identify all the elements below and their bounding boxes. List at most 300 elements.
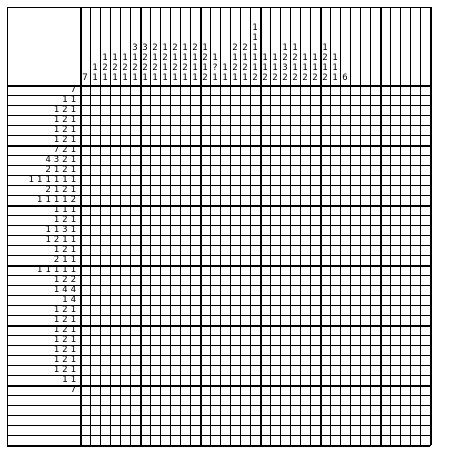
puzzle-cell[interactable] bbox=[391, 326, 400, 335]
puzzle-cell[interactable] bbox=[221, 436, 230, 445]
puzzle-cell[interactable] bbox=[341, 236, 350, 245]
puzzle-cell[interactable] bbox=[251, 286, 260, 295]
puzzle-cell[interactable] bbox=[241, 156, 250, 165]
puzzle-cell[interactable] bbox=[81, 406, 90, 415]
puzzle-cell[interactable] bbox=[421, 396, 430, 405]
puzzle-cell[interactable] bbox=[151, 146, 160, 155]
puzzle-cell[interactable] bbox=[171, 436, 180, 445]
puzzle-cell[interactable] bbox=[421, 306, 430, 315]
puzzle-cell[interactable] bbox=[301, 116, 310, 125]
puzzle-cell[interactable] bbox=[211, 96, 220, 105]
puzzle-cell[interactable] bbox=[131, 96, 140, 105]
puzzle-cell[interactable] bbox=[251, 256, 260, 265]
puzzle-cell[interactable] bbox=[221, 356, 230, 365]
puzzle-cell[interactable] bbox=[411, 86, 420, 95]
puzzle-cell[interactable] bbox=[281, 356, 290, 365]
puzzle-cell[interactable] bbox=[231, 396, 240, 405]
puzzle-cell[interactable] bbox=[81, 426, 90, 435]
puzzle-cell[interactable] bbox=[391, 236, 400, 245]
puzzle-cell[interactable] bbox=[241, 336, 250, 345]
puzzle-cell[interactable] bbox=[151, 156, 160, 165]
puzzle-cell[interactable] bbox=[221, 406, 230, 415]
puzzle-cell[interactable] bbox=[331, 286, 340, 295]
puzzle-cell[interactable] bbox=[121, 396, 130, 405]
puzzle-cell[interactable] bbox=[101, 356, 110, 365]
puzzle-cell[interactable] bbox=[371, 256, 380, 265]
puzzle-cell[interactable] bbox=[321, 156, 330, 165]
puzzle-cell[interactable] bbox=[291, 96, 300, 105]
puzzle-cell[interactable] bbox=[371, 96, 380, 105]
puzzle-cell[interactable] bbox=[171, 416, 180, 425]
puzzle-cell[interactable] bbox=[171, 216, 180, 225]
puzzle-cell[interactable] bbox=[161, 266, 170, 275]
puzzle-cell[interactable] bbox=[291, 266, 300, 275]
puzzle-cell[interactable] bbox=[221, 176, 230, 185]
puzzle-cell[interactable] bbox=[401, 196, 410, 205]
puzzle-cell[interactable] bbox=[291, 166, 300, 175]
puzzle-cell[interactable] bbox=[171, 336, 180, 345]
puzzle-cell[interactable] bbox=[361, 156, 370, 165]
puzzle-cell[interactable] bbox=[151, 386, 160, 395]
puzzle-cell[interactable] bbox=[181, 196, 190, 205]
puzzle-cell[interactable] bbox=[141, 326, 150, 335]
puzzle-cell[interactable] bbox=[281, 406, 290, 415]
puzzle-cell[interactable] bbox=[161, 316, 170, 325]
puzzle-cell[interactable] bbox=[351, 306, 360, 315]
puzzle-cell[interactable] bbox=[401, 396, 410, 405]
puzzle-cell[interactable] bbox=[411, 406, 420, 415]
puzzle-cell[interactable] bbox=[81, 396, 90, 405]
puzzle-cell[interactable] bbox=[91, 436, 100, 445]
puzzle-cell[interactable] bbox=[141, 226, 150, 235]
puzzle-cell[interactable] bbox=[181, 316, 190, 325]
puzzle-cell[interactable] bbox=[131, 356, 140, 365]
puzzle-cell[interactable] bbox=[231, 136, 240, 145]
puzzle-cell[interactable] bbox=[301, 176, 310, 185]
puzzle-cell[interactable] bbox=[381, 306, 390, 315]
puzzle-cell[interactable] bbox=[421, 416, 430, 425]
puzzle-cell[interactable] bbox=[171, 376, 180, 385]
puzzle-cell[interactable] bbox=[261, 146, 270, 155]
puzzle-cell[interactable] bbox=[151, 116, 160, 125]
puzzle-cell[interactable] bbox=[151, 196, 160, 205]
puzzle-cell[interactable] bbox=[81, 176, 90, 185]
puzzle-cell[interactable] bbox=[151, 226, 160, 235]
puzzle-cell[interactable] bbox=[231, 166, 240, 175]
puzzle-cell[interactable] bbox=[161, 426, 170, 435]
puzzle-cell[interactable] bbox=[421, 426, 430, 435]
puzzle-cell[interactable] bbox=[211, 136, 220, 145]
puzzle-cell[interactable] bbox=[241, 346, 250, 355]
puzzle-cell[interactable] bbox=[161, 286, 170, 295]
puzzle-cell[interactable] bbox=[371, 286, 380, 295]
puzzle-cell[interactable] bbox=[371, 146, 380, 155]
puzzle-cell[interactable] bbox=[251, 166, 260, 175]
puzzle-cell[interactable] bbox=[261, 106, 270, 115]
puzzle-cell[interactable] bbox=[201, 156, 210, 165]
puzzle-cell[interactable] bbox=[101, 286, 110, 295]
puzzle-cell[interactable] bbox=[251, 146, 260, 155]
puzzle-cell[interactable] bbox=[161, 256, 170, 265]
puzzle-cell[interactable] bbox=[151, 136, 160, 145]
puzzle-cell[interactable] bbox=[161, 166, 170, 175]
puzzle-cell[interactable] bbox=[221, 136, 230, 145]
puzzle-cell[interactable] bbox=[131, 116, 140, 125]
puzzle-cell[interactable] bbox=[81, 356, 90, 365]
puzzle-cell[interactable] bbox=[291, 246, 300, 255]
puzzle-cell[interactable] bbox=[301, 426, 310, 435]
puzzle-cell[interactable] bbox=[321, 196, 330, 205]
puzzle-cell[interactable] bbox=[181, 236, 190, 245]
puzzle-cell[interactable] bbox=[411, 396, 420, 405]
puzzle-cell[interactable] bbox=[211, 356, 220, 365]
puzzle-cell[interactable] bbox=[301, 216, 310, 225]
puzzle-cell[interactable] bbox=[201, 326, 210, 335]
puzzle-cell[interactable] bbox=[291, 146, 300, 155]
puzzle-cell[interactable] bbox=[311, 366, 320, 375]
puzzle-cell[interactable] bbox=[291, 346, 300, 355]
puzzle-cell[interactable] bbox=[181, 266, 190, 275]
puzzle-cell[interactable] bbox=[111, 246, 120, 255]
puzzle-cell[interactable] bbox=[181, 216, 190, 225]
puzzle-cell[interactable] bbox=[311, 296, 320, 305]
puzzle-cell[interactable] bbox=[141, 206, 150, 215]
puzzle-cell[interactable] bbox=[221, 316, 230, 325]
puzzle-cell[interactable] bbox=[251, 226, 260, 235]
puzzle-cell[interactable] bbox=[241, 236, 250, 245]
puzzle-cell[interactable] bbox=[181, 146, 190, 155]
puzzle-cell[interactable] bbox=[81, 146, 90, 155]
puzzle-cell[interactable] bbox=[341, 436, 350, 445]
puzzle-cell[interactable] bbox=[201, 386, 210, 395]
puzzle-cell[interactable] bbox=[291, 206, 300, 215]
puzzle-cell[interactable] bbox=[371, 336, 380, 345]
puzzle-cell[interactable] bbox=[371, 296, 380, 305]
puzzle-cell[interactable] bbox=[421, 346, 430, 355]
puzzle-cell[interactable] bbox=[131, 316, 140, 325]
puzzle-cell[interactable] bbox=[361, 256, 370, 265]
puzzle-cell[interactable] bbox=[421, 276, 430, 285]
puzzle-cell[interactable] bbox=[181, 396, 190, 405]
puzzle-cell[interactable] bbox=[151, 186, 160, 195]
puzzle-cell[interactable] bbox=[121, 326, 130, 335]
puzzle-cell[interactable] bbox=[201, 186, 210, 195]
puzzle-cell[interactable] bbox=[281, 236, 290, 245]
puzzle-cell[interactable] bbox=[151, 306, 160, 315]
puzzle-cell[interactable] bbox=[391, 406, 400, 415]
puzzle-cell[interactable] bbox=[261, 216, 270, 225]
puzzle-cell[interactable] bbox=[81, 276, 90, 285]
puzzle-cell[interactable] bbox=[91, 186, 100, 195]
puzzle-cell[interactable] bbox=[121, 416, 130, 425]
puzzle-cell[interactable] bbox=[381, 416, 390, 425]
puzzle-cell[interactable] bbox=[191, 406, 200, 415]
puzzle-cell[interactable] bbox=[91, 416, 100, 425]
puzzle-cell[interactable] bbox=[251, 236, 260, 245]
puzzle-cell[interactable] bbox=[411, 96, 420, 105]
puzzle-cell[interactable] bbox=[171, 116, 180, 125]
puzzle-cell[interactable] bbox=[81, 286, 90, 295]
puzzle-cell[interactable] bbox=[241, 256, 250, 265]
puzzle-cell[interactable] bbox=[231, 236, 240, 245]
puzzle-cell[interactable] bbox=[161, 96, 170, 105]
puzzle-cell[interactable] bbox=[251, 196, 260, 205]
puzzle-cell[interactable] bbox=[261, 376, 270, 385]
puzzle-cell[interactable] bbox=[231, 286, 240, 295]
puzzle-cell[interactable] bbox=[401, 276, 410, 285]
puzzle-cell[interactable] bbox=[201, 136, 210, 145]
puzzle-cell[interactable] bbox=[411, 126, 420, 135]
puzzle-cell[interactable] bbox=[391, 186, 400, 195]
puzzle-cell[interactable] bbox=[351, 176, 360, 185]
puzzle-cell[interactable] bbox=[201, 236, 210, 245]
puzzle-cell[interactable] bbox=[161, 236, 170, 245]
puzzle-cell[interactable] bbox=[331, 416, 340, 425]
puzzle-cell[interactable] bbox=[181, 296, 190, 305]
puzzle-cell[interactable] bbox=[281, 376, 290, 385]
puzzle-cell[interactable] bbox=[211, 166, 220, 175]
puzzle-cell[interactable] bbox=[101, 236, 110, 245]
puzzle-cell[interactable] bbox=[211, 346, 220, 355]
puzzle-cell[interactable] bbox=[381, 106, 390, 115]
puzzle-cell[interactable] bbox=[211, 416, 220, 425]
puzzle-cell[interactable] bbox=[261, 326, 270, 335]
puzzle-cell[interactable] bbox=[251, 366, 260, 375]
puzzle-cell[interactable] bbox=[291, 406, 300, 415]
puzzle-cell[interactable] bbox=[291, 296, 300, 305]
puzzle-cell[interactable] bbox=[111, 296, 120, 305]
puzzle-cell[interactable] bbox=[101, 186, 110, 195]
puzzle-cell[interactable] bbox=[391, 316, 400, 325]
puzzle-cell[interactable] bbox=[271, 426, 280, 435]
puzzle-cell[interactable] bbox=[281, 426, 290, 435]
puzzle-cell[interactable] bbox=[401, 376, 410, 385]
puzzle-cell[interactable] bbox=[311, 406, 320, 415]
puzzle-cell[interactable] bbox=[191, 246, 200, 255]
puzzle-cell[interactable] bbox=[161, 216, 170, 225]
puzzle-cell[interactable] bbox=[111, 86, 120, 95]
puzzle-cell[interactable] bbox=[321, 396, 330, 405]
puzzle-cell[interactable] bbox=[371, 356, 380, 365]
puzzle-cell[interactable] bbox=[201, 316, 210, 325]
puzzle-cell[interactable] bbox=[131, 86, 140, 95]
puzzle-cell[interactable] bbox=[131, 396, 140, 405]
puzzle-cell[interactable] bbox=[261, 296, 270, 305]
puzzle-cell[interactable] bbox=[321, 276, 330, 285]
puzzle-cell[interactable] bbox=[101, 246, 110, 255]
puzzle-cell[interactable] bbox=[261, 86, 270, 95]
puzzle-cell[interactable] bbox=[391, 226, 400, 235]
puzzle-cell[interactable] bbox=[191, 186, 200, 195]
puzzle-cell[interactable] bbox=[311, 346, 320, 355]
puzzle-cell[interactable] bbox=[111, 106, 120, 115]
puzzle-cell[interactable] bbox=[401, 116, 410, 125]
puzzle-cell[interactable] bbox=[331, 336, 340, 345]
puzzle-cell[interactable] bbox=[341, 336, 350, 345]
puzzle-cell[interactable] bbox=[111, 346, 120, 355]
puzzle-cell[interactable] bbox=[221, 86, 230, 95]
puzzle-cell[interactable] bbox=[371, 116, 380, 125]
puzzle-cell[interactable] bbox=[101, 216, 110, 225]
puzzle-cell[interactable] bbox=[421, 386, 430, 395]
puzzle-cell[interactable] bbox=[371, 136, 380, 145]
puzzle-cell[interactable] bbox=[311, 246, 320, 255]
puzzle-cell[interactable] bbox=[411, 276, 420, 285]
puzzle-cell[interactable] bbox=[411, 386, 420, 395]
puzzle-cell[interactable] bbox=[381, 396, 390, 405]
puzzle-cell[interactable] bbox=[201, 286, 210, 295]
puzzle-cell[interactable] bbox=[341, 216, 350, 225]
puzzle-cell[interactable] bbox=[161, 226, 170, 235]
puzzle-cell[interactable] bbox=[131, 246, 140, 255]
puzzle-cell[interactable] bbox=[131, 426, 140, 435]
puzzle-cell[interactable] bbox=[81, 226, 90, 235]
puzzle-cell[interactable] bbox=[211, 106, 220, 115]
puzzle-cell[interactable] bbox=[351, 196, 360, 205]
puzzle-cell[interactable] bbox=[371, 436, 380, 445]
puzzle-cell[interactable] bbox=[311, 336, 320, 345]
puzzle-cell[interactable] bbox=[281, 226, 290, 235]
puzzle-cell[interactable] bbox=[251, 326, 260, 335]
puzzle-cell[interactable] bbox=[141, 256, 150, 265]
puzzle-cell[interactable] bbox=[131, 196, 140, 205]
puzzle-cell[interactable] bbox=[411, 286, 420, 295]
puzzle-cell[interactable] bbox=[91, 236, 100, 245]
puzzle-cell[interactable] bbox=[201, 276, 210, 285]
puzzle-cell[interactable] bbox=[351, 136, 360, 145]
puzzle-cell[interactable] bbox=[371, 306, 380, 315]
puzzle-cell[interactable] bbox=[141, 386, 150, 395]
puzzle-cell[interactable] bbox=[121, 436, 130, 445]
puzzle-cell[interactable] bbox=[411, 426, 420, 435]
puzzle-cell[interactable] bbox=[371, 166, 380, 175]
puzzle-cell[interactable] bbox=[351, 256, 360, 265]
puzzle-cell[interactable] bbox=[271, 216, 280, 225]
puzzle-cell[interactable] bbox=[101, 156, 110, 165]
puzzle-cell[interactable] bbox=[311, 316, 320, 325]
puzzle-cell[interactable] bbox=[171, 316, 180, 325]
puzzle-cell[interactable] bbox=[391, 306, 400, 315]
puzzle-cell[interactable] bbox=[321, 86, 330, 95]
puzzle-cell[interactable] bbox=[111, 256, 120, 265]
puzzle-cell[interactable] bbox=[401, 226, 410, 235]
puzzle-cell[interactable] bbox=[361, 426, 370, 435]
puzzle-cell[interactable] bbox=[141, 376, 150, 385]
puzzle-cell[interactable] bbox=[361, 196, 370, 205]
puzzle-cell[interactable] bbox=[101, 386, 110, 395]
puzzle-cell[interactable] bbox=[241, 116, 250, 125]
puzzle-cell[interactable] bbox=[171, 246, 180, 255]
puzzle-cell[interactable] bbox=[151, 246, 160, 255]
puzzle-cell[interactable] bbox=[391, 396, 400, 405]
puzzle-cell[interactable] bbox=[171, 276, 180, 285]
puzzle-cell[interactable] bbox=[171, 106, 180, 115]
puzzle-cell[interactable] bbox=[111, 286, 120, 295]
puzzle-cell[interactable] bbox=[251, 346, 260, 355]
puzzle-cell[interactable] bbox=[361, 346, 370, 355]
puzzle-cell[interactable] bbox=[381, 96, 390, 105]
puzzle-cell[interactable] bbox=[141, 286, 150, 295]
puzzle-cell[interactable] bbox=[91, 216, 100, 225]
puzzle-cell[interactable] bbox=[241, 126, 250, 135]
puzzle-cell[interactable] bbox=[191, 156, 200, 165]
puzzle-cell[interactable] bbox=[381, 196, 390, 205]
puzzle-cell[interactable] bbox=[121, 226, 130, 235]
puzzle-cell[interactable] bbox=[91, 246, 100, 255]
puzzle-cell[interactable] bbox=[281, 416, 290, 425]
puzzle-cell[interactable] bbox=[291, 86, 300, 95]
puzzle-cell[interactable] bbox=[251, 316, 260, 325]
puzzle-cell[interactable] bbox=[341, 316, 350, 325]
puzzle-cell[interactable] bbox=[311, 216, 320, 225]
puzzle-cell[interactable] bbox=[231, 116, 240, 125]
puzzle-cell[interactable] bbox=[201, 266, 210, 275]
puzzle-cell[interactable] bbox=[241, 406, 250, 415]
puzzle-cell[interactable] bbox=[161, 146, 170, 155]
puzzle-cell[interactable] bbox=[111, 156, 120, 165]
puzzle-cell[interactable] bbox=[331, 326, 340, 335]
puzzle-cell[interactable] bbox=[381, 176, 390, 185]
puzzle-cell[interactable] bbox=[401, 346, 410, 355]
puzzle-cell[interactable] bbox=[401, 136, 410, 145]
puzzle-cell[interactable] bbox=[101, 116, 110, 125]
puzzle-cell[interactable] bbox=[351, 286, 360, 295]
puzzle-cell[interactable] bbox=[161, 176, 170, 185]
puzzle-cell[interactable] bbox=[251, 106, 260, 115]
puzzle-cell[interactable] bbox=[221, 236, 230, 245]
puzzle-cell[interactable] bbox=[251, 436, 260, 445]
puzzle-cell[interactable] bbox=[391, 96, 400, 105]
puzzle-cell[interactable] bbox=[191, 296, 200, 305]
puzzle-cell[interactable] bbox=[161, 246, 170, 255]
puzzle-cell[interactable] bbox=[231, 176, 240, 185]
puzzle-cell[interactable] bbox=[81, 316, 90, 325]
puzzle-cell[interactable] bbox=[401, 246, 410, 255]
puzzle-cell[interactable] bbox=[101, 316, 110, 325]
puzzle-cell[interactable] bbox=[241, 386, 250, 395]
puzzle-cell[interactable] bbox=[101, 206, 110, 215]
puzzle-cell[interactable] bbox=[261, 396, 270, 405]
puzzle-cell[interactable] bbox=[181, 86, 190, 95]
puzzle-cell[interactable] bbox=[361, 386, 370, 395]
puzzle-cell[interactable] bbox=[241, 356, 250, 365]
puzzle-cell[interactable] bbox=[391, 166, 400, 175]
puzzle-cell[interactable] bbox=[381, 136, 390, 145]
puzzle-cell[interactable] bbox=[131, 326, 140, 335]
puzzle-cell[interactable] bbox=[251, 186, 260, 195]
puzzle-cell[interactable] bbox=[331, 316, 340, 325]
puzzle-cell[interactable] bbox=[81, 306, 90, 315]
puzzle-cell[interactable] bbox=[401, 386, 410, 395]
puzzle-cell[interactable] bbox=[291, 436, 300, 445]
puzzle-cell[interactable] bbox=[91, 126, 100, 135]
puzzle-cell[interactable] bbox=[271, 436, 280, 445]
puzzle-cell[interactable] bbox=[381, 246, 390, 255]
puzzle-cell[interactable] bbox=[311, 426, 320, 435]
puzzle-cell[interactable] bbox=[321, 146, 330, 155]
puzzle-cell[interactable] bbox=[101, 96, 110, 105]
puzzle-cell[interactable] bbox=[241, 136, 250, 145]
puzzle-cell[interactable] bbox=[311, 386, 320, 395]
puzzle-cell[interactable] bbox=[231, 146, 240, 155]
puzzle-cell[interactable] bbox=[311, 306, 320, 315]
puzzle-cell[interactable] bbox=[361, 296, 370, 305]
puzzle-cell[interactable] bbox=[411, 376, 420, 385]
puzzle-cell[interactable] bbox=[221, 96, 230, 105]
puzzle-cell[interactable] bbox=[201, 196, 210, 205]
puzzle-cell[interactable] bbox=[171, 386, 180, 395]
puzzle-cell[interactable] bbox=[331, 246, 340, 255]
